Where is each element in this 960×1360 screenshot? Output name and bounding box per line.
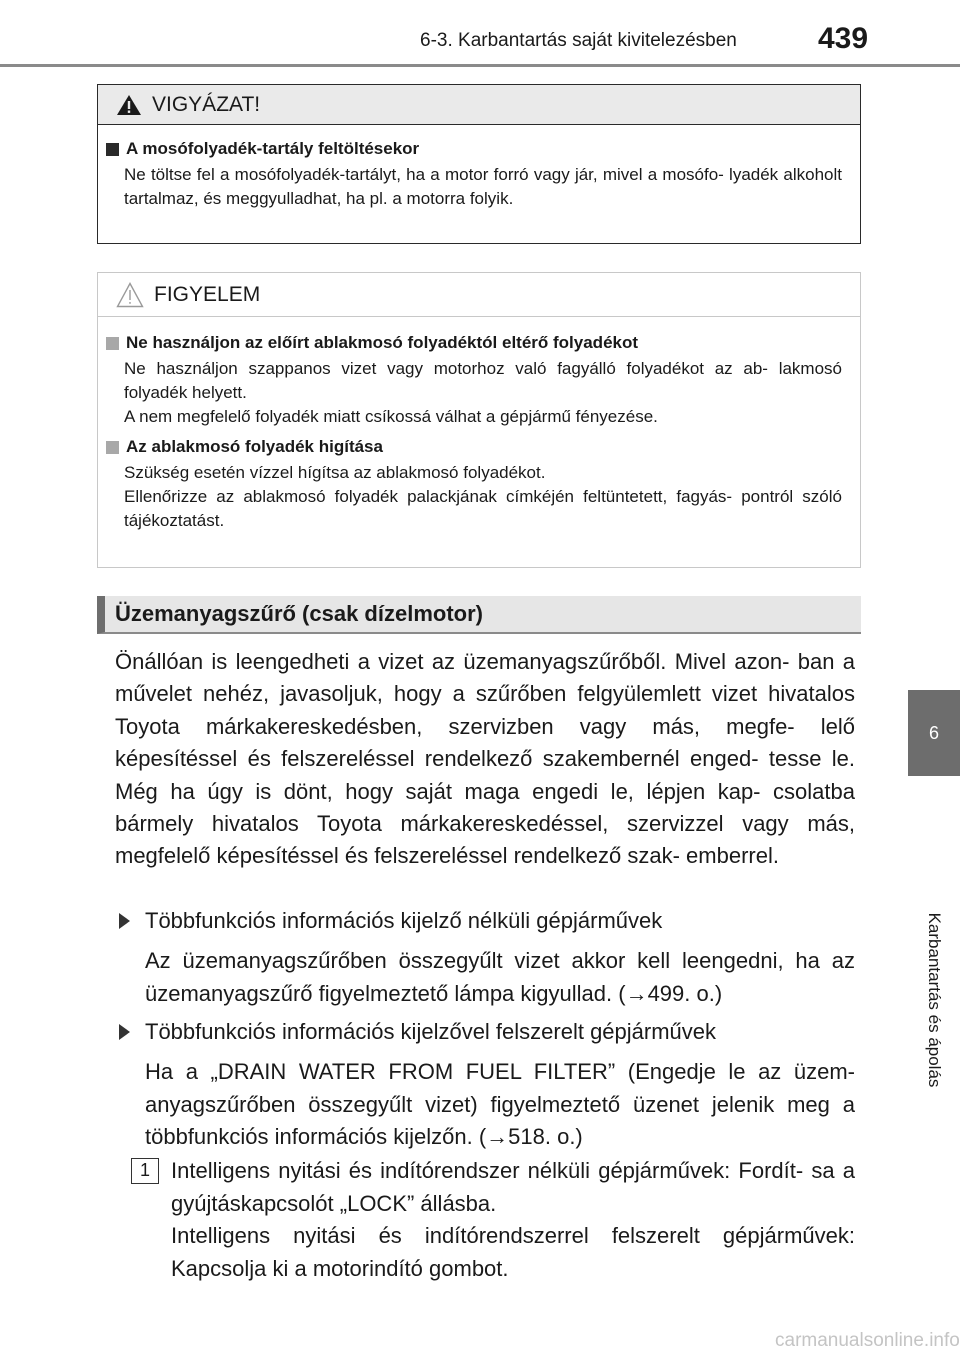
caution-section-heading-text: A mosófolyadék-tartály feltöltésekor (126, 139, 420, 158)
notice-section (106, 437, 842, 533)
watermark: carmanualsonline.info (775, 1330, 960, 1351)
caution-section-heading (106, 139, 842, 159)
intro-paragraph: Önállóan is leengedheti a vizet az üzemanyagszűrőből. Mivel azon- ban a művelet nehéz, javasoljuk, hogy a szűrőben felgyülemlett vizet hivatalos Toyota márkakereskedésben, szervizben vagy más, megfe- lelő képesítéssel és felszereléssel rendelkező szakembernél enged- tesse le. Még ha úgy is dönt, hogy saját maga engedi le, lépjen kap- csolatba bármely hivatalos Toyota márkakereskedéssel, szervizzel vagy más, megfelelő képesítéssel és felszereléssel rendelkező szak- emberrel. (115, 649, 855, 869)
list-item-heading (115, 1016, 855, 1048)
notice-section-heading-text: Ne használjon az előírt ablakmosó folyadéktól eltérő folyadékot (126, 333, 639, 352)
notice-box (97, 272, 861, 568)
notice-section (106, 333, 842, 429)
list-item-text: Az üzemanyagszűrőben összegyűlt vizet akkor kell leengedni, ha az üzemanyagszűrő figyelmeztető lámpa kigyullad. (→499. o.) (145, 948, 855, 1006)
triangle-bullet-icon (119, 1024, 130, 1040)
section-title: Üzemanyagszűrő (csak dízelmotor) (97, 596, 861, 634)
step-line: Intelligens nyitási és indítórendszer nélküli gépjárművek: Fordít- sa a gyújtáskapcsolót „LOCK” állásba. (171, 1158, 855, 1216)
triangle-bullet-icon (119, 913, 130, 929)
notice-box-header (98, 273, 860, 317)
notice-section-line: Ne használjon szappanos vizet vagy motorhoz való fagyálló folyadékot az ab- lakmosó folyadék helyett. (124, 359, 842, 402)
warning-triangle-filled-icon (116, 94, 142, 116)
header-divider (0, 64, 960, 67)
notice-section-line: Ellenőrizze az ablakmosó folyadék palackjának címkéjén feltüntetett, fagyás- pontról szóló tájékoztatást. (124, 487, 842, 530)
square-bullet-icon (106, 143, 119, 156)
notice-section-line: Szükség esetén vízzel hígítsa az ablakmosó folyadékot. (124, 463, 546, 482)
notice-box-title: FIGYELEM (154, 282, 261, 306)
list-item-heading-text: Többfunkciós információs kijelző nélküli gépjárművek (145, 908, 663, 933)
caution-section-text: Ne töltse fel a mosófolyadék-tartályt, ha a motor forró vagy jár, mivel a mosófo- lyadék alkoholt tartalmaz, és meggyulladhat, ha pl. a motorra folyik. (124, 165, 842, 208)
chapter-title: 6-3. Karbantartás saját kivitelezésben (420, 30, 737, 51)
caution-box-body (98, 125, 860, 211)
step-line: Intelligens nyitási és indítórendszerrel felszerelt gépjárművek: Kapcsolja ki a motorindító gombot. (171, 1223, 855, 1281)
chapter-tab[interactable]: 6 (908, 690, 960, 776)
caution-section (106, 139, 842, 211)
caution-box-title: VIGYÁZAT! (152, 92, 261, 116)
step-number-badge: 1 (131, 1158, 159, 1184)
notice-section-heading-text: Az ablakmosó folyadék higítása (126, 437, 383, 456)
caution-box-header (98, 85, 860, 125)
step-text (171, 1155, 855, 1285)
warning-triangle-outline-icon (116, 282, 144, 308)
list-item-heading-text: Többfunkciós információs kijelzővel felszerelt gépjárművek (145, 1019, 717, 1044)
list-item-heading (115, 905, 855, 937)
page-number: 439 (818, 22, 869, 55)
square-bullet-icon (106, 337, 119, 350)
caution-box (97, 84, 861, 244)
list-item-text: Ha a „DRAIN WATER FROM FUEL FILTER” (Engedje le az üzem- anyagszűrőben összegyűlt vizet) figyelmeztető üzenet jelenik meg a többfunkciós információs kijelzőn. (→518. o.) (145, 1059, 855, 1149)
notice-section-heading (106, 437, 842, 457)
chapter-side-label: Karbantartás és ápolás (925, 912, 944, 1088)
notice-box-body (98, 317, 860, 533)
notice-section-line: A nem megfelelő folyadék miatt csíkossá válhat a gépjármű fényezése. (124, 407, 658, 426)
notice-section-heading (106, 333, 842, 353)
square-bullet-icon (106, 441, 119, 454)
